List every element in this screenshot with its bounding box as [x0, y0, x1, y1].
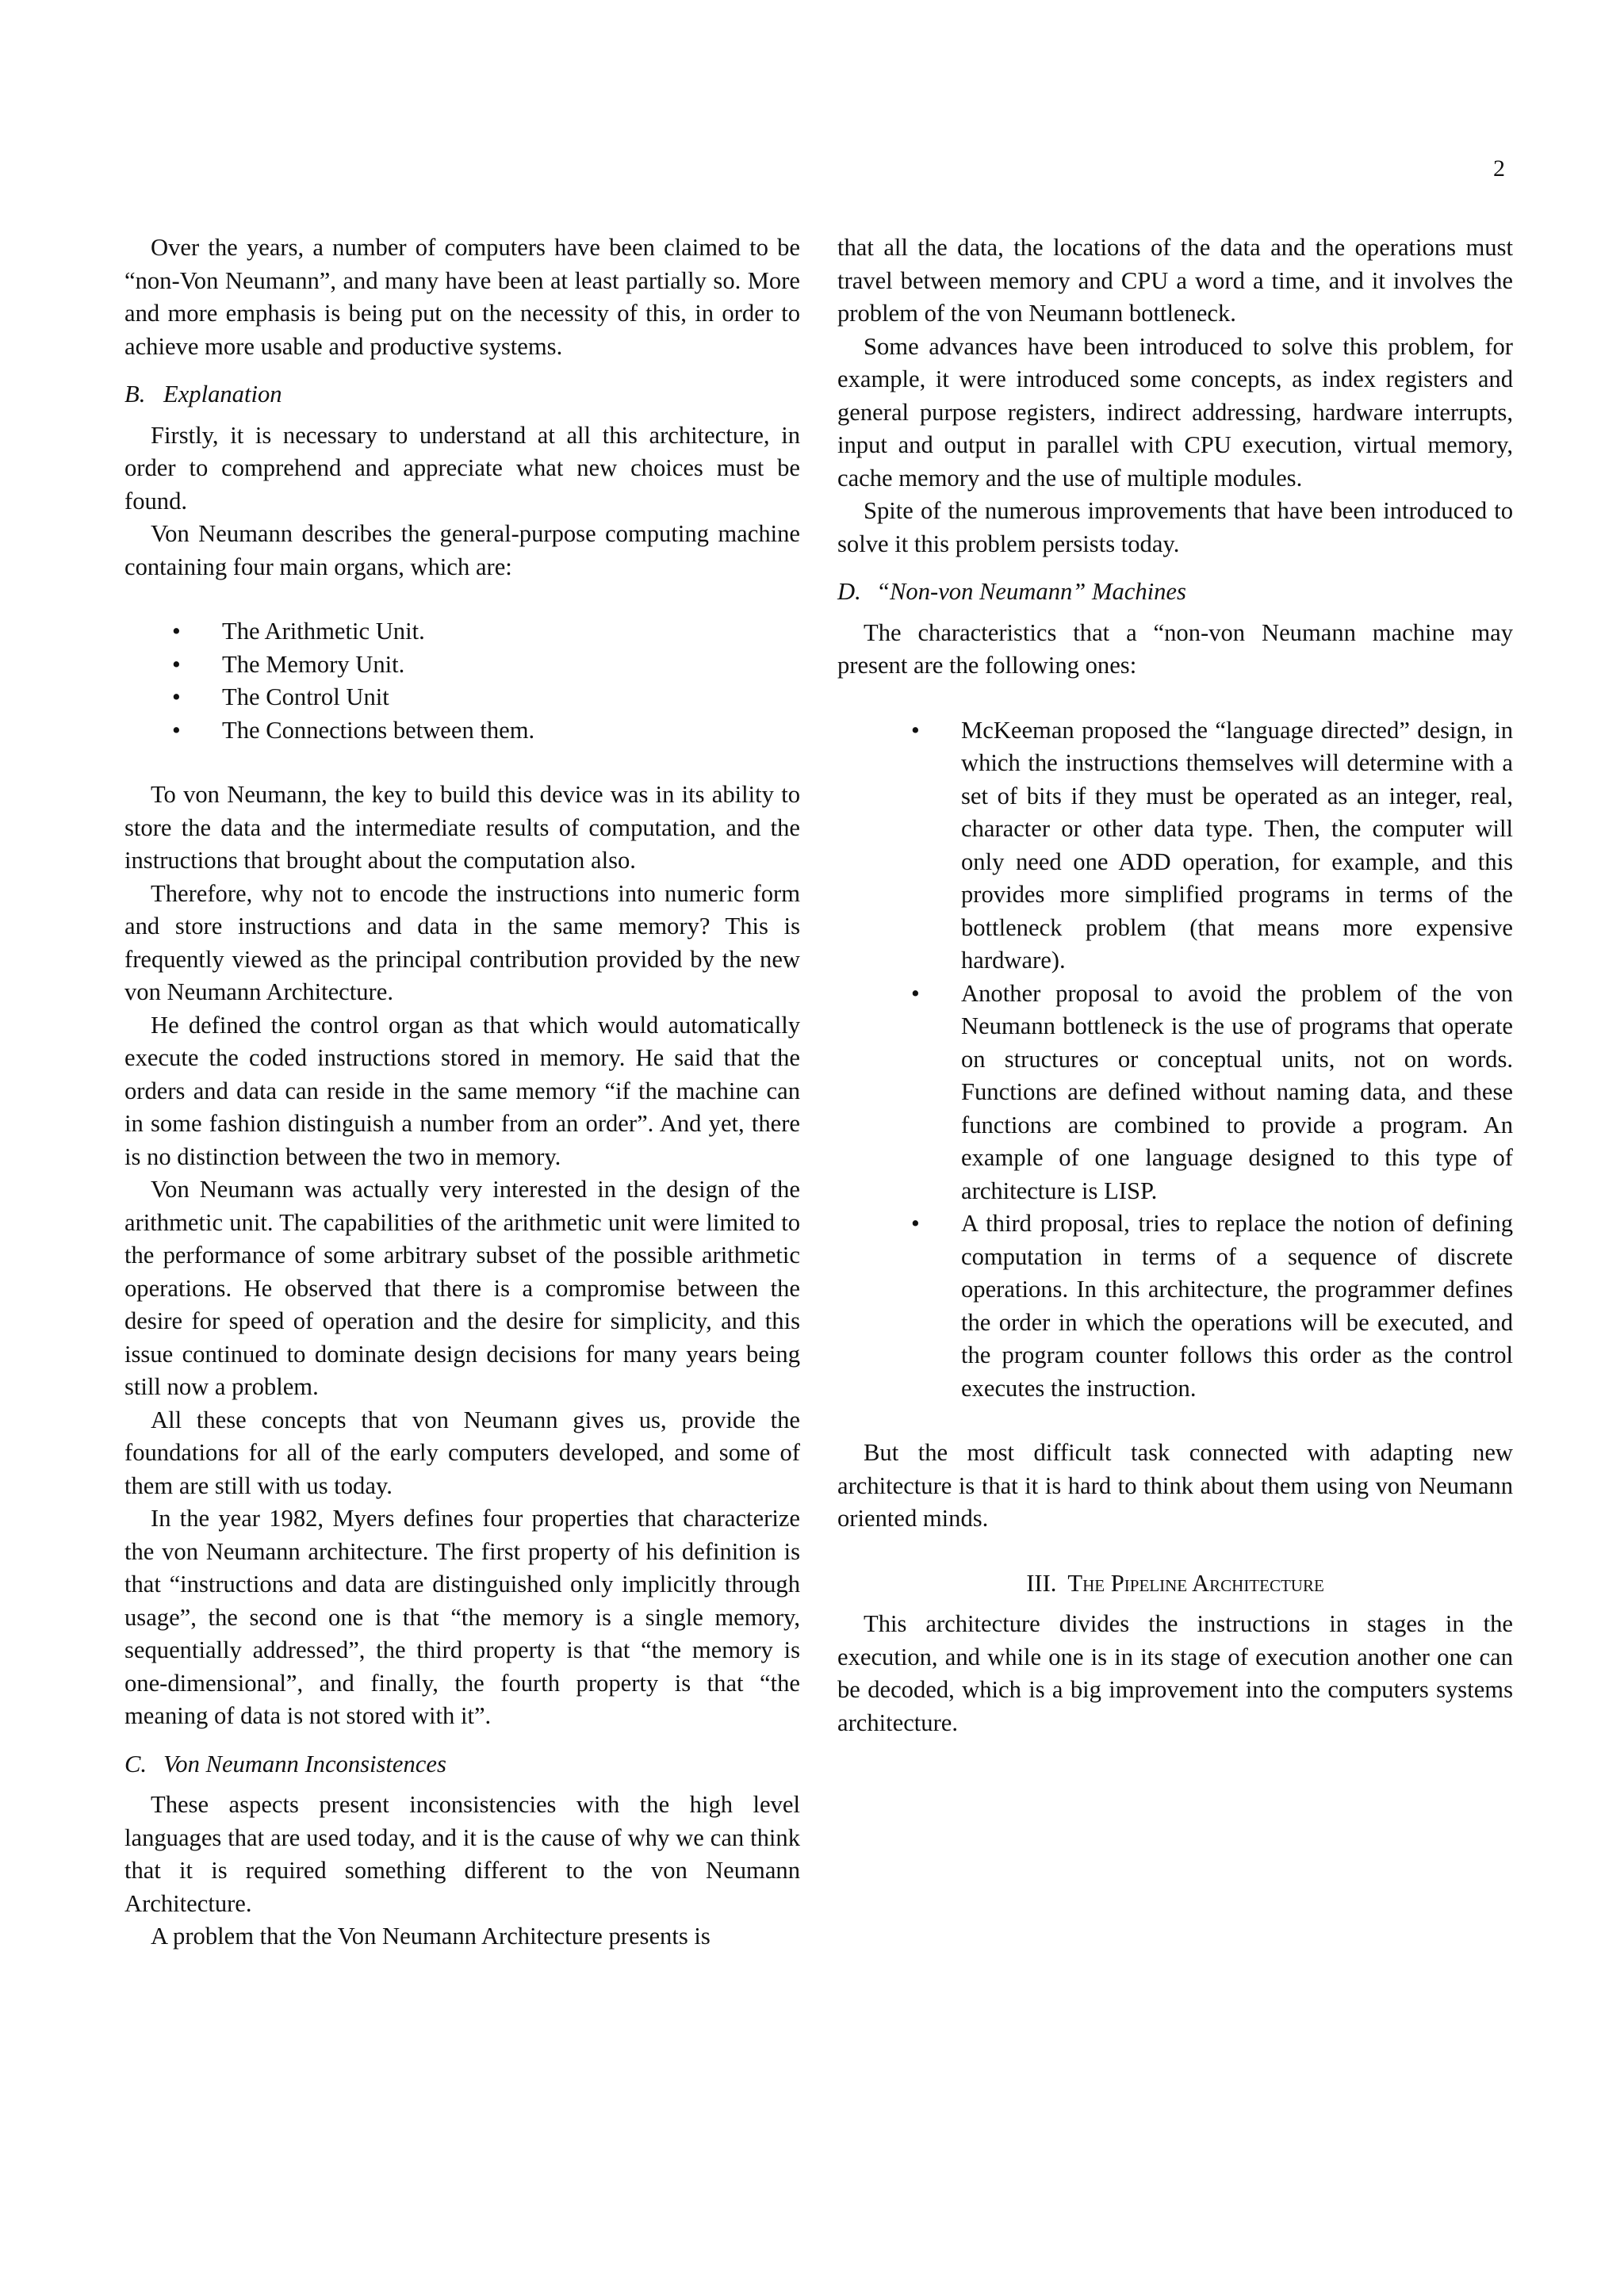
paragraph-c1: These aspects present inconsistencies with the high level languages that are used today, and it is the cause of why we can think that it is required something different to the von Neumann Architecture.: [124, 1791, 800, 1917]
organs-list: [124, 615, 800, 747]
section-d-heading: [837, 576, 1513, 609]
list-item: • McKeeman proposed the “language directed” design, in which the instructions themselves will determine with a set of bits if they must be operated as an integer, real, character or other data type. Then, the computer will only need one ADD operation, for example, and this provides more simplified programs in terms of the bottleneck problem (that means more expensive hardware).: [837, 714, 1513, 978]
paragraph-b1: Firstly, it is necessary to understand at all this architecture, in order to comprehend and appreciate what new choices must be found.: [124, 421, 800, 515]
proposals-list: [837, 714, 1513, 1406]
paragraph-d1: The characteristics that a “non-von Neumann machine may present are the following ones:: [837, 618, 1513, 679]
paragraph-b6: Von Neumann was actually very interested in the design of the arithmetic unit. The capabilities of the arithmetic unit were limited to the performance of some arbitrary subset of the possible arithmetic operations. He observed that there is a compromise between the desire for speed of operation and the desire for simplicity, and this issue continued to dominate design decisions for many years being still now a problem.: [124, 1176, 800, 1400]
paragraph-b8: In the year 1982, Myers defines four properties that characterize the von Neumann architecture. The first property of his definition is that “instructions and data are distinguished only implicitly through usage”, the second one is that “the memory is a single memory, sequentially addressed”, the third property is that “the memory is one-dimensional”, and finally, the fourth property is that “the meaning of data is not stored with it”.: [124, 1505, 800, 1729]
section-iii-title: The Pipeline Architecture: [1067, 1569, 1324, 1597]
section-d-letter: D.: [837, 578, 861, 605]
section-b-heading: [124, 378, 800, 411]
list-item: • Another proposal to avoid the problem of the von Neumann bottleneck is the use of programs that operate on structures or conceptual units, not on words. Functions are defined without naming data, and these functions are combined to provide a program. An example of one language designed to this type of architecture is LISP.: [837, 978, 1513, 1208]
paragraph-c4: Spite of the numerous improvements that have been introduced to solve it this problem persists today.: [837, 497, 1513, 557]
list-item: • The Connections between them.: [124, 714, 800, 748]
paragraph-b4: Therefore, why not to encode the instructions into numeric form and store instructions and data in the same memory? This is frequently viewed as the principal contribution provided by the new von Neumann Architecture.: [124, 879, 800, 1005]
page-number: 2: [1493, 155, 1505, 182]
list-item: • The Control Unit: [124, 681, 800, 714]
section-b-title: Explanation: [163, 381, 282, 408]
section-iii-heading: [837, 1567, 1513, 1601]
section-iii-number: III.: [1026, 1569, 1057, 1597]
section-c-title: Von Neumann Inconsistences: [163, 1750, 446, 1777]
paragraph-intro: Over the years, a number of computers have been claimed to be “non-Von Neumann”, and many have been at least partially so. More and more emphasis is being put on the necessity of this, in order to achieve more usable and productive systems.: [124, 234, 800, 360]
paragraph-c3: Some advances have been introduced to solve this problem, for example, it were introduced some concepts, as index registers and general purpose registers, indirect addressing, hardware interrupts, input and output in parallel with CPU execution, virtual memory, cache memory and the use of multiple modules.: [837, 332, 1513, 492]
paragraph-b3: To von Neumann, the key to build this device was in its ability to store the data and the intermediate results of computation, and the instructions that brought about the computation also.: [124, 781, 800, 874]
paragraph-b2: Von Neumann describes the general-purpose computing machine containing four main organs, which are:: [124, 520, 800, 580]
right-column: [837, 232, 1513, 1739]
section-c-heading: [124, 1748, 800, 1781]
paragraph-d2: But the most difficult task connected with adapting new architecture is that it is hard to think about them using von Neumann oriented minds.: [837, 1439, 1513, 1532]
section-b-letter: B.: [124, 381, 146, 408]
list-item: • The Memory Unit.: [124, 649, 800, 682]
list-item: • The Arithmetic Unit.: [124, 615, 800, 649]
paragraph-b5: He defined the control organ as that which would automatically execute the coded instructions stored in memory. He said that the orders and data can reside in the same memory “if the machine can in some fashion distinguish a number from an order”. And yet, there is no distinction between the two in memory.: [124, 1011, 800, 1170]
left-column: [124, 232, 800, 1954]
paragraph-iii1: This architecture divides the instructions in stages in the execution, and while one is in its stage of execution another one can be decoded, which is a big improvement into the computers systems architecture.: [837, 1610, 1513, 1736]
section-c-letter: C.: [124, 1750, 147, 1777]
paragraph-c2: A problem that the Von Neumann Architecture presents is: [151, 1923, 710, 1950]
paragraph-c2-continued: that all the data, the locations of the data and the operations must travel between memory and CPU a word a time, and it involves the problem of the von Neumann bottleneck.: [837, 234, 1513, 327]
paragraph-b7: All these concepts that von Neumann gives us, provide the foundations for all of the early computers developed, and some of them are still with us today.: [124, 1406, 800, 1499]
list-item: • A third proposal, tries to replace the notion of defining computation in terms of a sequence of discrete operations. In this architecture, the programmer defines the order in which the operations will be executed, and the program counter follows this order as the control executes the instruction.: [837, 1207, 1513, 1405]
section-d-title: “Non-von Neumann” Machines: [876, 578, 1186, 605]
